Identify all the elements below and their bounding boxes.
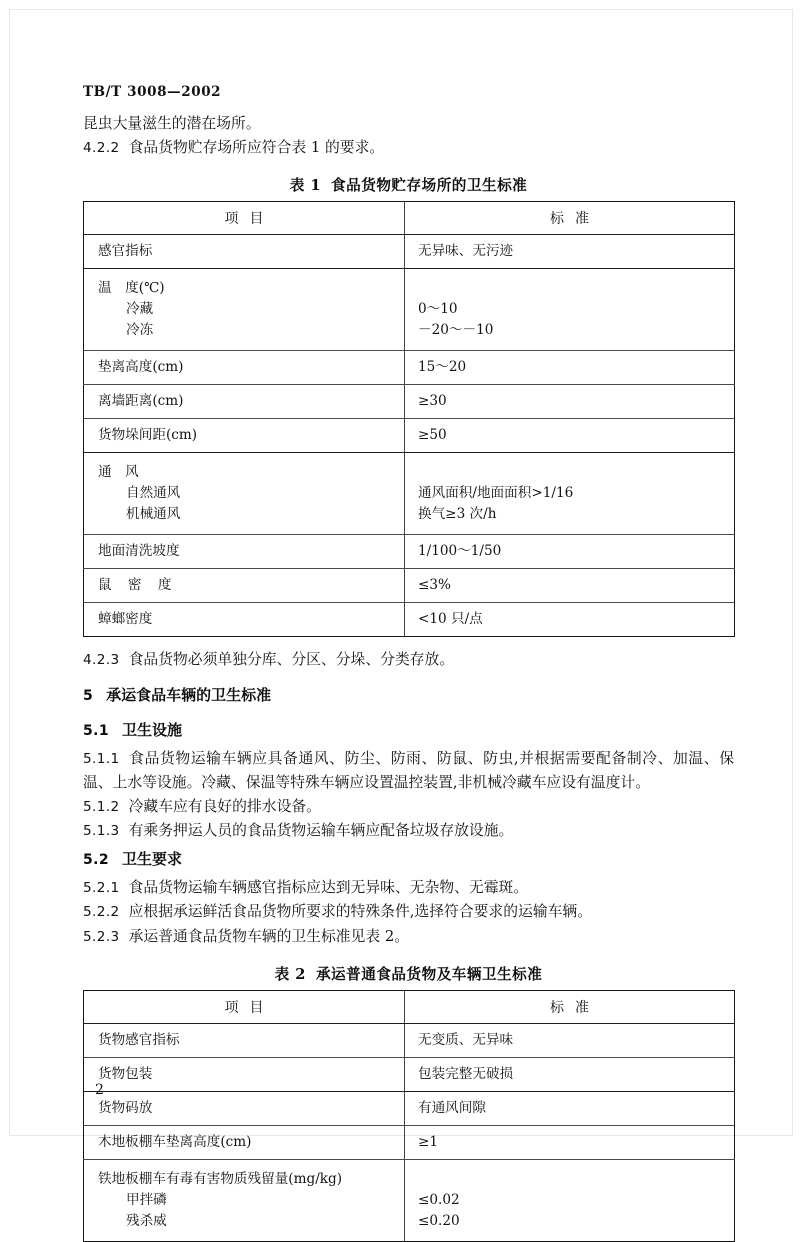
intro-text: 昆虫大量滋生的潜在场所。: [83, 115, 261, 132]
table1-r6-item: 地面清洗坡度: [84, 535, 405, 569]
table1-r0-item: 感官指标: [84, 235, 405, 269]
clause-number: 4.2.3: [83, 652, 120, 668]
table2-r1-item: 货物包装: [84, 1058, 405, 1092]
clause-4-2-3: [83, 648, 734, 673]
table-row: [84, 385, 735, 419]
table-row: [84, 535, 735, 569]
table2-r4-sub-1: 残杀威: [126, 1213, 167, 1229]
table2-header-item: 项目: [84, 991, 405, 1024]
table1-r1-sub-1: 冷冻: [126, 322, 154, 338]
table2-r0-item: 货物感官指标: [84, 1024, 405, 1058]
heading-text: 卫生要求: [122, 849, 183, 868]
table1-r5-std-0: 通风面积/地面面积>1/16: [418, 485, 574, 501]
table-row: [84, 603, 735, 637]
table-row: [84, 419, 735, 453]
table2-header-standard: 标准: [405, 991, 735, 1024]
table2-r2-item: 货物码放: [84, 1092, 405, 1126]
heading-text: 卫生设施: [122, 720, 183, 739]
heading-number: 5.2: [83, 851, 110, 868]
table1-r3-std: ≥30: [405, 385, 735, 419]
clause-5-2-2: [83, 900, 734, 925]
clause-number: 5.1.3: [83, 823, 120, 839]
running-header: TB/T 3008—2002: [83, 84, 222, 100]
table2-r4-item: [84, 1160, 405, 1242]
table1-r7-item: 鼠 密 度: [84, 569, 405, 603]
table-row: [84, 351, 735, 385]
table1-r8-item: 蟑螂密度: [84, 603, 405, 637]
table2-r4-std: [405, 1160, 735, 1242]
table1-r1-std-1: －20～－10: [418, 322, 494, 338]
clause-5-1-2: [83, 795, 734, 820]
table1-r5-title: 通 风: [98, 464, 139, 480]
table1-caption-number: 表 1: [289, 177, 322, 194]
clause-text: 食品货物运输车辆感官指标应达到无异味、无杂物、无霉斑。: [128, 878, 529, 896]
table2-r1-std: 包装完整无破损: [405, 1058, 735, 1092]
table2-caption: [83, 963, 734, 984]
table1-r1-sub-0: 冷藏: [126, 301, 154, 317]
table1-r7-std: ≤3%: [405, 569, 735, 603]
table-row: [84, 1126, 735, 1160]
heading-5-2: [83, 848, 734, 872]
table-row: [84, 1024, 735, 1058]
heading-number: 5: [83, 687, 94, 704]
clause-number: 4.2.2: [83, 139, 120, 156]
clause-text: 冷藏车应有良好的排水设备。: [128, 797, 321, 815]
table-row: [84, 235, 735, 269]
clause-text: 应根据承运鲜活食品货物所要求的特殊条件,选择符合要求的运输车辆。: [128, 903, 593, 920]
clause-text: 食品货物运输车辆应具备通风、防尘、防雨、防鼠、防虫,并根据需要配备制冷、加温、保温、上水等设施。冷藏、保温等特殊车辆应设置温控装置,非机械冷藏车应设有温度计。: [83, 749, 734, 791]
heading-5-1: [83, 719, 734, 743]
table1-r4-std: ≥50: [405, 419, 735, 453]
clause-number: 5.2.3: [83, 928, 120, 945]
table1-r3-item: 离墙距离(cm): [84, 385, 405, 419]
heading-text: 承运食品车辆的卫生标准: [106, 685, 272, 704]
table2-r4-std-0: ≤0.02: [418, 1192, 460, 1208]
table1-r1-item: [84, 269, 405, 351]
clause-5-2-1: [83, 876, 734, 901]
table-row: [84, 453, 735, 535]
table2-r4-title: 铁地板棚车有毒有害物质残留量(mg/kg): [98, 1171, 343, 1187]
table2-r4-std-1: ≤0.20: [418, 1213, 460, 1229]
table1-header-item: 项目: [84, 202, 405, 235]
clause-number: 5.2.1: [83, 879, 120, 896]
table1-caption: [83, 174, 734, 195]
table2-r3-std: ≥1: [405, 1126, 735, 1160]
table1-r1-std: [405, 269, 735, 351]
clause-5-1-3: [83, 819, 734, 844]
table1-r5-item: [84, 453, 405, 535]
table1-r2-item: 垫离高度(cm): [84, 351, 405, 385]
table1-r5-sub-1: 机械通风: [126, 506, 181, 522]
table1-r4-item: 货物垛间距(cm): [84, 419, 405, 453]
table1-r6-std: 1/100～1/50: [405, 535, 735, 569]
table1: [83, 201, 735, 637]
table1-caption-title: 食品货物贮存场所的卫生标准: [331, 177, 528, 194]
table-row: [84, 1160, 735, 1242]
table-row: [84, 569, 735, 603]
table-row: [84, 1058, 735, 1092]
table1-r5-std-1: 换气≥3 次/h: [418, 506, 497, 522]
table1-r5-std: [405, 453, 735, 535]
table1-r1-title: 温 度(℃): [98, 280, 165, 296]
table1-r0-std: 无异味、无污迹: [405, 235, 735, 269]
table1-r5-sub-0: 自然通风: [126, 485, 181, 501]
clause-4-2-2: [83, 136, 734, 161]
clause-text: 食品货物必须单独分库、分区、分垛、分类存放。: [128, 651, 455, 668]
table1-header-row: [84, 202, 735, 235]
spacer: [418, 278, 734, 299]
spacer: [418, 1169, 734, 1190]
heading-5: [83, 684, 734, 708]
table1-r8-std: <10 只/点: [418, 611, 483, 627]
table-row: [84, 1092, 735, 1126]
table-row: [84, 269, 735, 351]
table2-header-row: [84, 991, 735, 1024]
heading-number: 5.1: [83, 722, 110, 739]
table2-caption-number: 表 2: [274, 966, 306, 983]
clause-number: 5.1.2: [83, 798, 120, 815]
table2-r2-std: 有通风间隙: [405, 1092, 735, 1126]
page-number: 2: [95, 1082, 104, 1098]
table1-r1-std-0: 0～10: [418, 301, 458, 317]
clause-5-1-1: [83, 747, 734, 795]
table2-caption-title: 承运普通食品货物及车辆卫生标准: [315, 966, 543, 983]
clause-text: 承运普通食品货物车辆的卫生标准见表 2。: [128, 927, 410, 945]
intro-line: [83, 112, 734, 136]
clause-text: 有乘务押运人员的食品货物运输车辆应配备垃圾存放设施。: [128, 822, 514, 839]
table2-r0-std: 无变质、无异味: [405, 1024, 735, 1058]
clause-5-2-3: [83, 925, 734, 950]
table2-r4-sub-0: 甲拌磷: [126, 1192, 167, 1208]
clause-number: 5.2.2: [83, 904, 120, 920]
table2: [83, 990, 735, 1242]
table1-r2-std: 15～20: [405, 351, 735, 385]
clause-text: 食品货物贮存场所应符合表 1 的要求。: [128, 138, 385, 156]
table2-r3-item: 木地板棚车垫离高度(cm): [84, 1126, 405, 1160]
page-content: [83, 0, 734, 1242]
spacer: [418, 462, 734, 483]
table1-header-standard: 标准: [405, 202, 735, 235]
clause-number: 5.1.1: [83, 750, 120, 767]
